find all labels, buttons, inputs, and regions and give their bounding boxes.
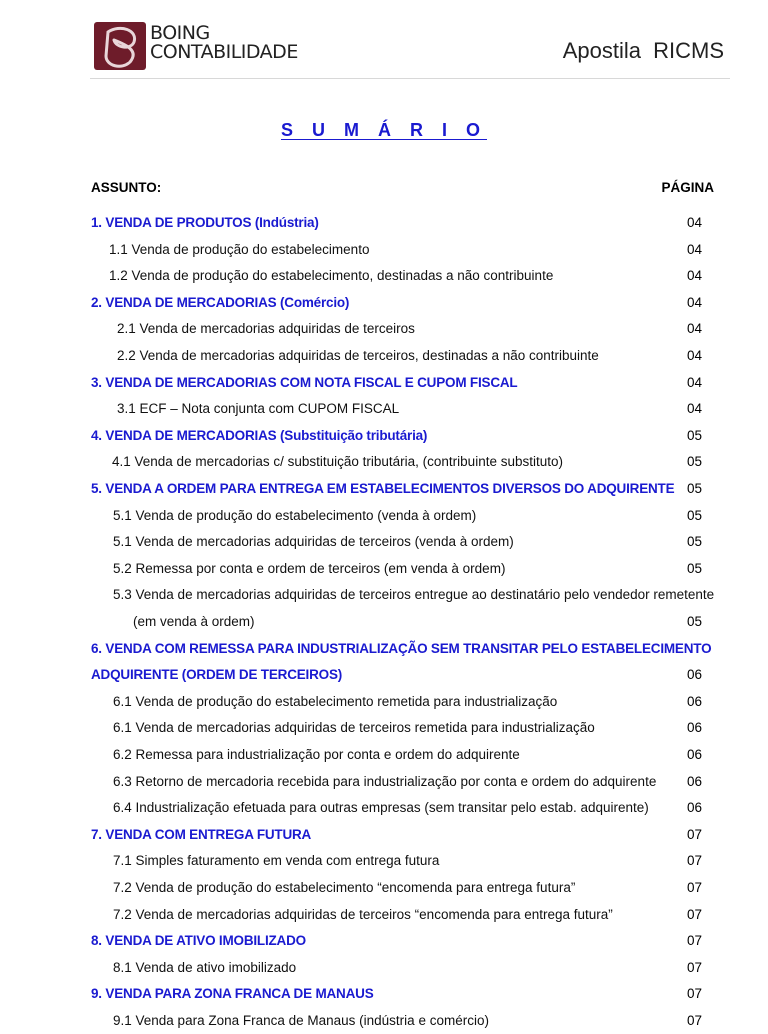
toc-page-number: 06 (686, 667, 702, 683)
toc-page-number: 07 (686, 933, 702, 949)
toc-section-title: 2. VENDA DE MERCADORIAS (Comércio) (91, 294, 350, 310)
toc-subsection-title: 6.3 Retorno de mercadoria recebida para industrialização por conta e ordem do adquirente (113, 773, 657, 789)
toc-section-row[interactable] (0, 822, 768, 848)
toc-page-number: 06 (686, 747, 702, 762)
toc-subsection-title: 2.1 Venda de mercadorias adquiridas de terceiros (117, 321, 415, 337)
toc-subsection-row[interactable] (0, 316, 768, 342)
toc-page-number: 04 (686, 348, 702, 363)
toc-page-number: 06 (686, 720, 702, 736)
toc-page-number: 07 (686, 906, 702, 922)
toc-subsection-row[interactable] (0, 582, 768, 608)
toc-subsection-title: 9.1 Venda para Zona Franca de Manaus (indústria e comércio) (113, 1013, 489, 1028)
toc-subsection-row[interactable] (0, 609, 768, 635)
toc-section-row[interactable] (0, 210, 768, 236)
toc-page-number: 06 (686, 773, 702, 789)
toc-page-number: 05 (686, 614, 702, 629)
toc-subsection-row[interactable] (0, 769, 768, 795)
toc-subsection-title: 8.1 Venda de ativo imobilizado (113, 959, 297, 975)
summary-heading: S U M Á R I O (280, 120, 487, 140)
toc-subsection-title: 7.2 Venda de mercadorias adquiridas de terceiros “encomenda para entrega futura” (113, 906, 613, 922)
toc-section-title: 1. VENDA DE PRODUTOS (Indústria) (91, 215, 319, 230)
toc-subsection-row[interactable] (0, 529, 768, 555)
column-header-subject: ASSUNTO: (91, 180, 162, 195)
toc-page-number: 04 (686, 294, 702, 310)
toc-section-row[interactable] (0, 370, 768, 396)
toc-section-title: 4. VENDA DE MERCADORIAS (Substituição tributária) (91, 427, 428, 443)
toc-section-row[interactable] (0, 476, 768, 502)
toc-subsection-title: 7.2 Venda de produção do estabelecimento “encomenda para entrega futura” (113, 880, 576, 895)
toc-section-title: 3. VENDA DE MERCADORIAS COM NOTA FISCAL E CUPOM FISCAL (91, 374, 518, 390)
toc-subsection-row[interactable] (0, 503, 768, 529)
company-logo-icon (94, 22, 146, 70)
toc-subsection-row[interactable] (0, 343, 768, 369)
toc-page-number: 05 (686, 560, 702, 576)
toc-subsection-row[interactable] (0, 556, 768, 582)
toc-subsection-row[interactable] (0, 689, 768, 715)
toc-section-row[interactable] (0, 636, 768, 662)
toc-subsection-title: (em venda à ordem) (133, 614, 255, 629)
toc-subsection-row[interactable] (0, 1008, 768, 1034)
toc-subsection-row[interactable] (0, 795, 768, 821)
toc-subsection-row[interactable] (0, 396, 768, 422)
toc-page-number: 07 (686, 826, 702, 842)
toc-subsection-row[interactable] (0, 742, 768, 768)
toc-subsection-title: 5.1 Venda de produção do estabelecimento (venda à ordem) (113, 507, 477, 523)
toc-subsection-title: 6.2 Remessa para industrialização por conta e ordem do adquirente (113, 747, 520, 762)
toc-section-title: 9. VENDA PARA ZONA FRANCA DE MANAUS (91, 986, 374, 1002)
toc-section-row[interactable] (0, 290, 768, 316)
toc-subsection-title: 4.1 Venda de mercadorias c/ substituição tributária, (contribuinte substituto) (112, 454, 563, 470)
toc-subsection-title: 5.3 Venda de mercadorias adquiridas de terceiros entregue ao destinatário pelo vendedor remetente (113, 587, 715, 603)
toc-section-title: 6. VENDA COM REMESSA PARA INDUSTRIALIZAÇÃO SEM TRANSITAR PELO ESTABELECIMENTO (91, 640, 712, 656)
toc-subsection-row[interactable] (0, 237, 768, 263)
toc-page-number: 07 (686, 880, 702, 895)
page-header (90, 18, 730, 79)
toc-page-number: 04 (686, 215, 702, 230)
toc-page-number: 07 (686, 853, 702, 869)
toc-subsection-row[interactable] (0, 848, 768, 874)
toc-subsection-row[interactable] (0, 263, 768, 289)
toc-section-title: ADQUIRENTE (ORDEM DE TERCEIROS) (91, 667, 343, 683)
toc-page-number: 04 (686, 241, 702, 257)
toc-subsection-title: 2.2 Venda de mercadorias adquiridas de terceiros, destinadas a não contribuinte (117, 348, 599, 363)
logo-line-2: CONTABILIDADE (150, 41, 298, 63)
toc-subsection-title: 5.2 Remessa por conta e ordem de terceiros (em venda à ordem) (113, 560, 506, 576)
toc-subsection-title: 6.1 Venda de mercadorias adquiridas de terceiros remetida para industrialização (113, 720, 595, 736)
toc-section-title: 7. VENDA COM ENTREGA FUTURA (91, 826, 312, 842)
toc-page-number: 04 (686, 268, 702, 284)
logo-line-1: BOING (150, 22, 210, 44)
toc-page-number: 07 (686, 1013, 702, 1028)
toc-page-number: 04 (686, 374, 702, 390)
toc-section-row[interactable] (0, 423, 768, 449)
toc-page-number: 05 (686, 534, 702, 550)
toc-page-number: 06 (686, 800, 702, 816)
toc-subsection-row[interactable] (0, 715, 768, 741)
toc-section-title: 8. VENDA DE ATIVO IMOBILIZADO (91, 933, 306, 949)
toc-subsection-title: 5.1 Venda de mercadorias adquiridas de terceiros (venda à ordem) (113, 534, 514, 550)
toc-subsection-title: 1.2 Venda de produção do estabelecimento, destinadas a não contribuinte (109, 268, 554, 284)
toc-subsection-title: 6.1 Venda de produção do estabelecimento remetida para industrialização (113, 693, 558, 709)
toc-page-number: 04 (686, 321, 702, 337)
toc-subsection-title: 3.1 ECF – Nota conjunta com CUPOM FISCAL (117, 401, 400, 417)
column-header-page: PÁGINA (661, 180, 714, 195)
toc-page-number: 05 (686, 507, 702, 523)
toc-section-title: 5. VENDA A ORDEM PARA ENTREGA EM ESTABELECIMENTOS DIVERSOS DO ADQUIRENTE (91, 481, 675, 496)
toc-section-row[interactable] (0, 662, 768, 688)
toc-page-number: 06 (686, 693, 702, 709)
toc-subsection-row[interactable] (0, 955, 768, 981)
toc-subsection-row[interactable] (0, 875, 768, 901)
toc-subsection-title: 7.1 Simples faturamento em venda com entrega futura (113, 853, 440, 869)
toc-page-number: 04 (686, 401, 702, 417)
toc-page-number: 07 (686, 986, 702, 1002)
toc-subsection-row[interactable] (0, 902, 768, 928)
toc-page-number: 05 (686, 454, 702, 470)
toc-page-number: 05 (686, 481, 702, 496)
company-logo-text (150, 24, 298, 62)
document-title: Apostila RICMS (562, 38, 724, 63)
toc-subsection-row[interactable] (0, 449, 768, 475)
toc-subsection-title: 6.4 Industrialização efetuada para outras empresas (sem transitar pelo estab. adquirente) (113, 800, 649, 816)
toc-page-number: 07 (686, 959, 702, 975)
toc-subsection-title: 1.1 Venda de produção do estabelecimento (109, 241, 370, 257)
toc-section-row[interactable] (0, 928, 768, 954)
toc-section-row[interactable] (0, 981, 768, 1007)
toc-page-number: 05 (686, 427, 702, 443)
